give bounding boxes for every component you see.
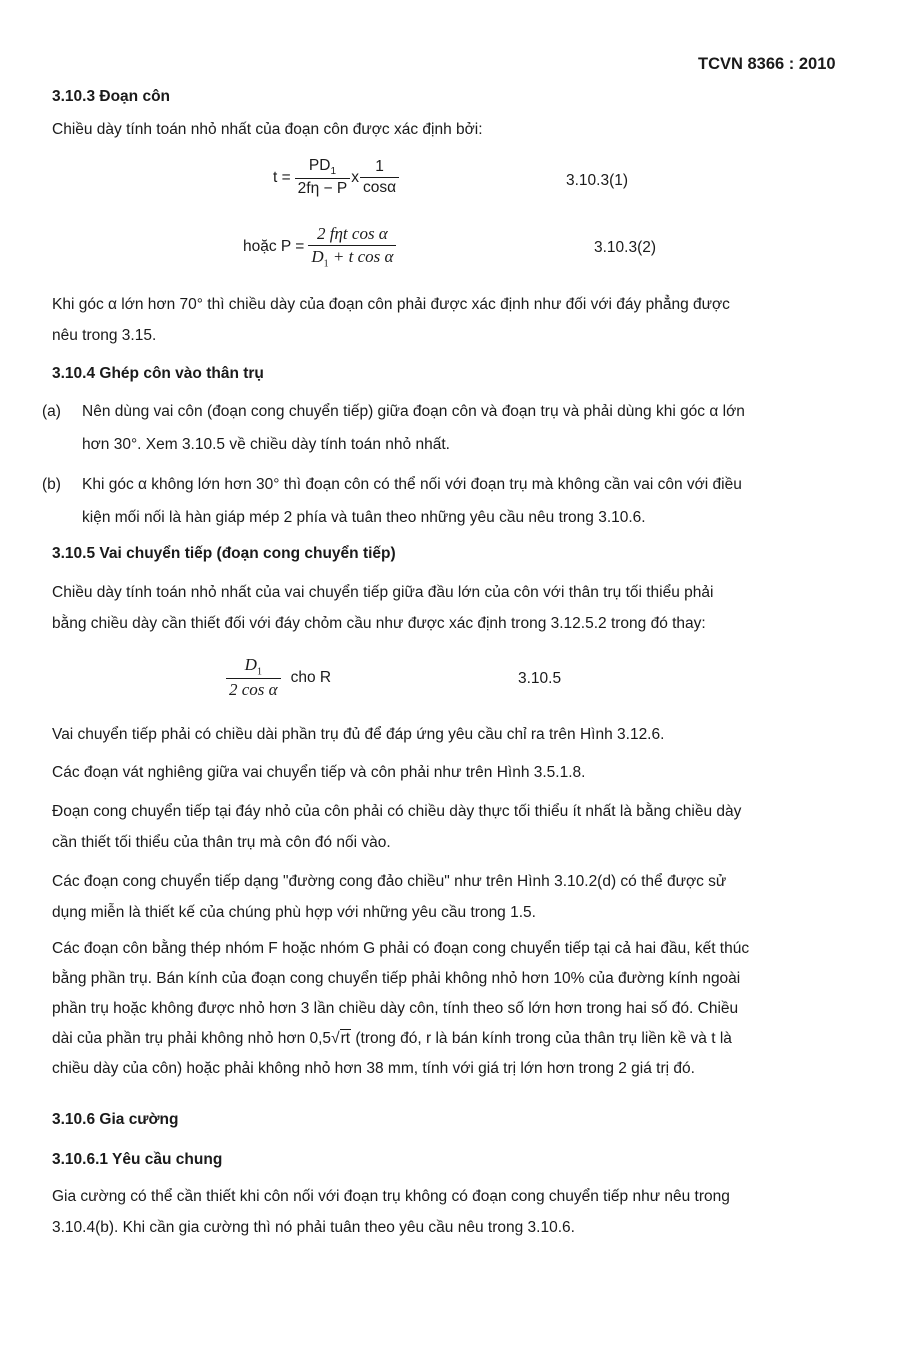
list-marker: (b) [42,476,61,493]
equation-label: 3.10.3(1) [566,172,629,189]
paragraph: Các đoạn cong chuyển tiếp dạng "đường cong đảo chiều" như trên Hình 3.10.2(d) có thể được sử dụng miễn là thiết kế của chúng phù hợp với những yêu cầu trong 1.5. [52,873,727,921]
fraction [226,655,281,700]
equation-3-10-3-1 [273,157,399,198]
fraction [308,224,396,269]
denominator: 2 cos α [229,680,278,700]
fraction [295,157,351,198]
equation-label: 3.10.5 [518,670,562,687]
paragraph: Chiều dày tính toán nhỏ nhất của vai chuyển tiếp giữa đầu lớn của côn với thân trụ tối thiểu phải bằng chiều dày cần thiết đối với đáy chỏm cầu như được xác định trong 3.12.5.2 trong đó thay: [52,584,714,632]
paragraph: Vai chuyển tiếp phải có chiều dài phần trụ đủ để đáp ứng yêu cầu chỉ ra trên Hình 3.12.6. [52,726,665,743]
document-code: TCVN 8366 : 2010 [698,55,836,73]
equation-3-10-5 [226,655,331,700]
times-sign: x [351,168,359,186]
list-item: Nên dùng vai côn (đoạn cong chuyển tiếp) giữa đoạn côn và đoạn trụ và phải dùng khi góc α lớn hơn 30°. Xem 3.10.5 về chiều dày tính toán nhỏ nhất. [82,403,745,453]
denominator: cosα [362,179,397,197]
list-item: Khi góc α không lớn hơn 30° thì đoạn côn có thể nối với đoạn trụ mà không cần vai côn với điều kiện mối nối là hàn giáp mép 2 phía và tuân theo những yêu cầu nêu trong 3.10.6. [82,476,742,526]
paragraph: Các đoạn vát nghiêng giữa vai chuyển tiếp và côn phải như trên Hình 3.5.1.8. [52,764,586,781]
paragraph: Chiều dày tính toán nhỏ nhất của đoạn côn được xác định bởi: [52,121,483,138]
fraction [360,158,399,197]
numerator: $PD_1$ [295,157,351,179]
formula-inline: 0,5√rt [309,1030,351,1047]
eq-text: cho R [290,668,332,686]
section-heading-3-10-6-1: 3.10.6.1 Yêu cầu chung [52,1151,223,1168]
denominator: $D_1 + t$ cos α [311,247,394,270]
section-heading-3-10-6: 3.10.6 Gia cường [52,1111,179,1128]
equation-label: 3.10.3(2) [594,239,657,256]
denominator: 2fη − P [297,180,348,198]
equation-3-10-3-2 [243,224,396,269]
section-heading-3-10-4: 3.10.4 Ghép côn vào thân trụ [52,365,264,382]
paragraph: Các đoạn côn bằng thép nhóm F hoặc nhóm G phải có đoạn cong chuyển tiếp tại cả hai đầu, kết thúc bằng phần trụ. Bán kính của đoạn cong chuyển tiếp phải không nhỏ hơn 10% của đường kính ngoài phần trụ hoặc không được nhỏ hơn 3 lần chiều dày côn, tính theo số lớn hơn trong hai số đó. Chiều dài của phần trụ phải không nhỏ hơn 0,5√rt (trong đó, r là bán kính trong của thân trụ liền kề và t là chiều dày của côn) hoặc phải không nhỏ hơn 38 mm, tính với giá trị lớn hơn trong 2 giá trị đó. [52,940,750,1077]
numerator: 2 fηt cos α [308,224,396,246]
eq-lhs: hoặc P = [243,237,305,255]
paragraph: Khi góc α lớn hơn 70° thì chiều dày của đoạn côn phải được xác định như đối với đáy phẳng được nêu trong 3.15. [52,296,730,344]
numerator: $D_1$ [226,655,281,679]
paragraph: Gia cường có thể cần thiết khi côn nối với đoạn trụ không có đoạn cong chuyển tiếp như nêu trong 3.10.4(b). Khi cần gia cường thì nó phải tuân theo yêu cầu nêu trong 3.10.6. [52,1188,730,1236]
list-marker: (a) [42,403,61,420]
section-heading-3-10-3: 3.10.3 Đoạn côn [52,88,171,105]
section-heading-3-10-5: 3.10.5 Vai chuyển tiếp (đoạn cong chuyển tiếp) [52,545,396,562]
numerator: 1 [360,158,399,178]
paragraph: Đoạn cong chuyển tiếp tại đáy nhỏ của côn phải có chiều dày thực tối thiểu ít nhất là bằng chiều dày cần thiết tối thiểu của thân trụ mà côn đó nối vào. [52,803,742,851]
eq-lhs: t = [273,168,291,186]
